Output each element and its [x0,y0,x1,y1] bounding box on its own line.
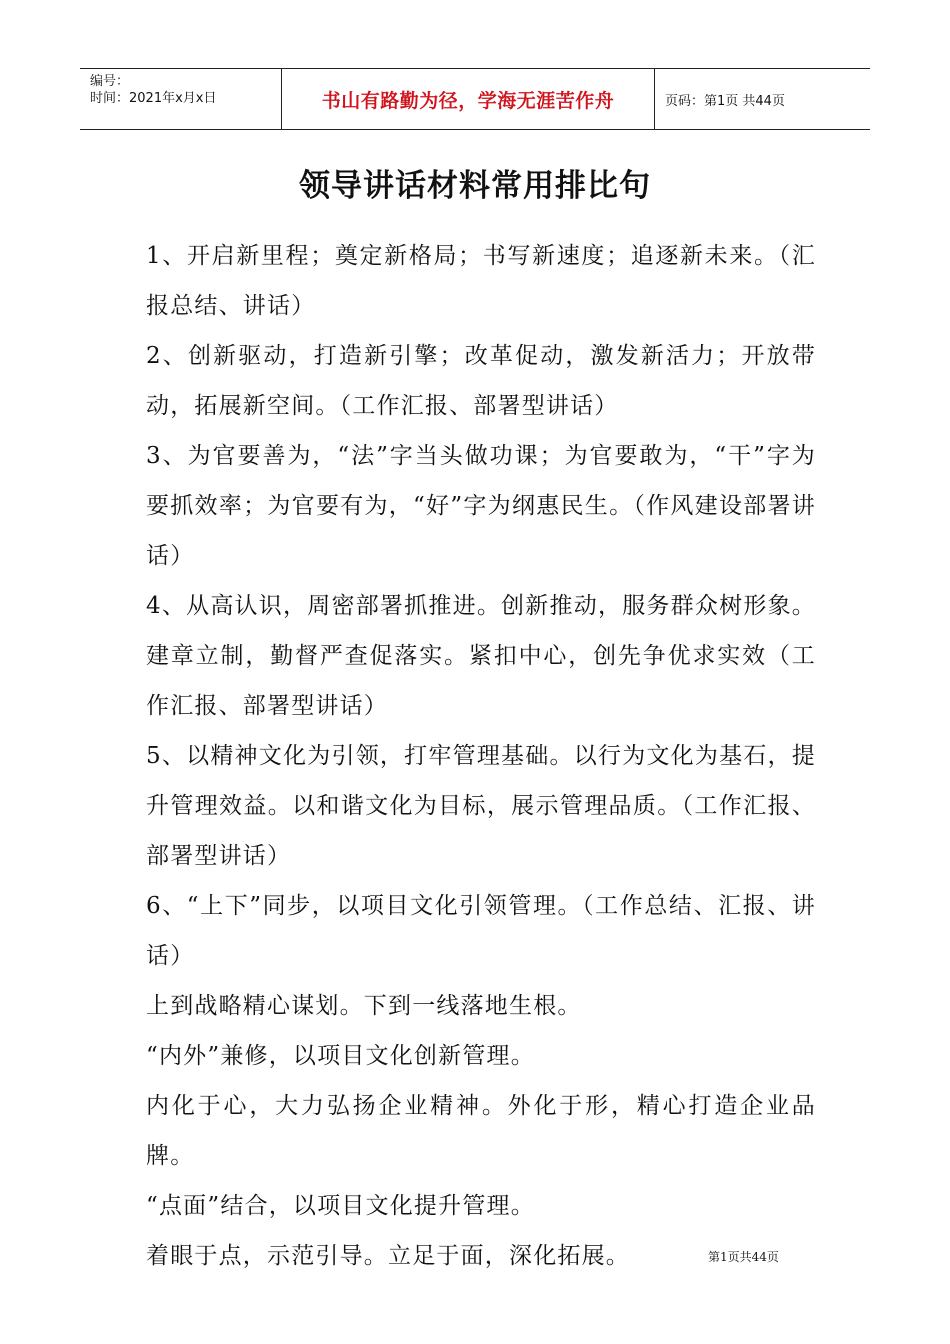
header-motto-cell [282,69,655,129]
header-page-cell [655,69,870,129]
document-body [146,231,816,1281]
paragraph: 5、以精神文化为引领，打牢管理基础。以行为文化为基石，提升管理效益。以和谐文化为目标，展示管理品质。（工作汇报、部署型讲话） [146,743,816,869]
paragraph: “点面”结合，以项目文化提升管理。 [146,1193,535,1219]
paragraph: 2、创新驱动，打造新引擎；改革促动，激发新活力；开放带动，拓展新空间。（工作汇报、部署型讲话） [146,343,816,419]
header-page-info: 页码：第1页 共44页 [665,93,785,109]
paragraph: 1、开启新里程；奠定新格局；书写新速度；追逐新未来。（汇报总结、讲话） [146,243,816,319]
paragraph: 着眼于点，示范引导。立足于面，深化拓展。 [146,1243,630,1269]
page-footer-number: 第1页共44页 [708,1250,779,1264]
paragraph: 3、为官要善为，“法”字当头做功课；为官要敢为，“干”字为要抓效率；为官要有为，“好”字为纲惠民生。（作风建设部署讲话） [146,443,816,569]
paragraph: 4、从高认识，周密部署抓推进。创新推动，服务群众树形象。建章立制，勤督严查促落实。紧扣中心，创先争优求实效（工作汇报、部署型讲话） [146,593,816,719]
paragraph: 上到战略精心谋划。下到一线落地生根。 [146,993,582,1019]
header-motto: 书山有路勤为径，学海无涯苦作舟 [321,89,615,112]
document-title: 领导讲话材料常用排比句 [299,168,651,204]
document-number-label: 编号： [90,74,130,89]
paragraph: “内外”兼修，以项目文化创新管理。 [146,1043,535,1069]
paragraph: 6、“上下”同步，以项目文化引领管理。（工作总结、汇报、讲话） [146,893,816,969]
paragraph: 内化于心，大力弘扬企业精神。外化于形，精心打造企业品牌。 [146,1093,816,1169]
document-time-label: 时间：2021年x月x日 [90,91,217,106]
header-meta-cell [80,69,282,129]
document-header [80,68,870,130]
